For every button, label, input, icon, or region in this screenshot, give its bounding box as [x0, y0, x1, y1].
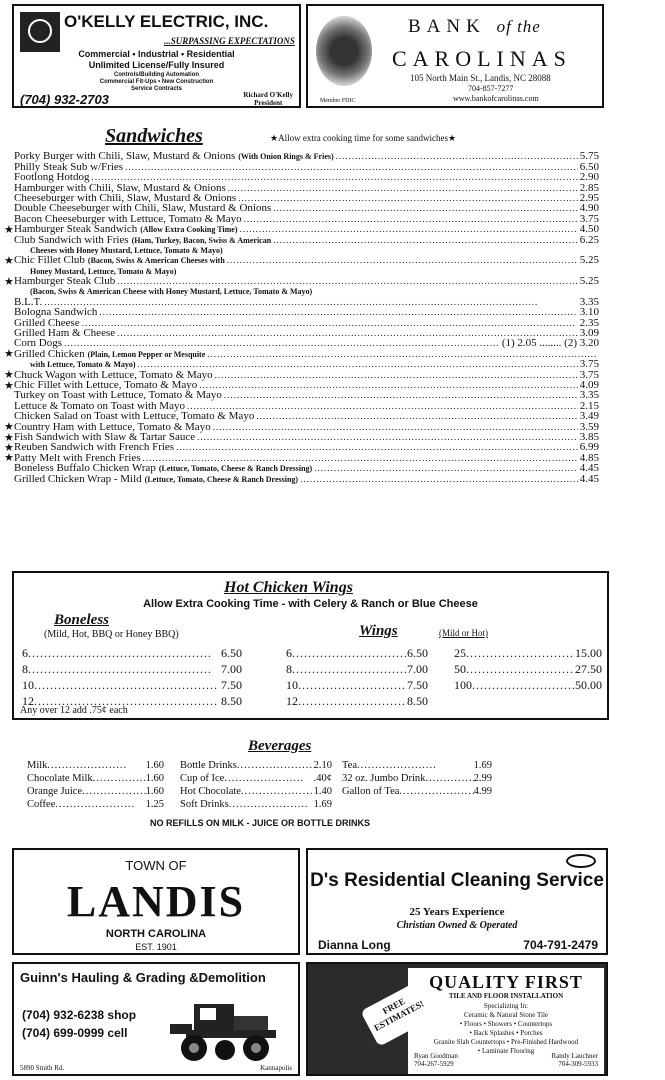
menu-item-price: 2.95 — [579, 191, 599, 204]
menu-item-desc: (Ham, Turkey, Bacon, Swiss & American — [131, 235, 272, 245]
leader-dots — [229, 798, 314, 811]
sandwiches-title: Sandwiches — [105, 125, 203, 147]
menu-item-name: Chic Fillet with Lettuce, Tomato & Mayo — [14, 378, 198, 391]
boneless-heading: Boneless — [54, 612, 110, 628]
leader-dots — [55, 798, 145, 811]
price-row-label: Bottle Drinks — [180, 760, 237, 771]
price-row-label: 10 — [22, 678, 34, 692]
price-row-value: 1.60 — [145, 760, 164, 771]
menu-item-price: 3.35 — [579, 295, 599, 308]
menu-item-name: Grilled Chicken Wrap - Mild — [14, 472, 142, 485]
menu-item-sub: with Lettuce, Tomato & Mayo) — [30, 360, 136, 370]
price-row-label: Orange Juice — [27, 786, 83, 797]
menu-item-price: (1) 2.05 ........ (2) 3.20 — [501, 337, 599, 350]
quality-subtitle: TILE AND FLOOR INSTALLATION — [448, 992, 564, 1000]
bank-carolinas-ad — [306, 4, 604, 108]
star-icon: ★ — [4, 223, 14, 236]
price-row — [180, 785, 332, 798]
star-icon: ★ — [4, 275, 14, 288]
price-row — [180, 772, 332, 785]
quality-line4: • Back Splashes • Porches — [469, 1029, 543, 1037]
leader-dots — [239, 224, 577, 235]
okelly-line3: Controls/Building Automation — [113, 72, 200, 78]
menu-item-price: 2.85 — [579, 181, 599, 194]
leader-dots — [82, 318, 578, 329]
wings-subtitle: Allow Extra Cooking Time - with Celery & Ranch or Blue Cheese — [143, 598, 478, 610]
menu-item-name: Footlong Hotdog — [14, 171, 90, 184]
price-row — [454, 677, 602, 693]
leader-dots — [224, 390, 578, 401]
star-icon: ★ — [4, 452, 14, 465]
price-row-value: 6.50 — [221, 646, 242, 660]
menu-item-desc: (Lettuce, Tomato, Cheese & Ranch Dressing) — [158, 464, 313, 474]
price-row-value: 2.99 — [473, 773, 492, 784]
leader-dots — [44, 297, 578, 308]
menu-item-name: Double Cheeseburger with Chili, Slaw, Mustard & Onions — [14, 202, 272, 215]
price-row-value: 50.00 — [575, 678, 602, 692]
quality-line5: Granite Slab Countertops • Pre-Finished Hardwood — [433, 1038, 579, 1046]
leader-dots — [227, 255, 578, 266]
menu-item-name: Hamburger Steak Sandwich — [14, 223, 138, 236]
price-row-label: Hot Chocolate — [180, 786, 241, 797]
okelly-services: Commercial • Industrial • Residential — [78, 49, 235, 59]
menu-item-sub: (Bacon, Swiss & American Cheese with Honey Mustard, Lettuce, Tomato & Mayo) — [30, 287, 313, 297]
menu-item-name: Porky Burger with Chili, Slaw, Mustard & Onions — [14, 150, 236, 163]
menu-item-name: Boneless Buffalo Chicken Wrap — [14, 462, 156, 475]
price-row-value: 7.00 — [407, 662, 428, 676]
quality-line2: Ceramic & Natural Stone Tile — [464, 1011, 548, 1019]
leader-dots — [241, 785, 314, 798]
price-row-label: Gallon of Tea — [342, 786, 400, 797]
leader-dots — [117, 276, 578, 287]
ds-cleaning-ad — [306, 848, 608, 955]
ds-title: D's Residential Cleaning Service — [310, 870, 604, 891]
price-row-label: 12 — [22, 694, 34, 708]
price-row-value: 15.00 — [575, 646, 602, 660]
quality-contact-1-name: Ryan Goodman — [414, 1052, 458, 1060]
town-landis-ad — [12, 848, 300, 955]
quality-first-ad — [306, 962, 608, 1076]
leader-dots — [466, 645, 575, 661]
menu-item — [14, 474, 599, 484]
bank-url: www.bankofcarolinas.com — [453, 94, 539, 103]
price-row — [22, 661, 242, 677]
beverages-note: NO REFILLS ON MILK - JUICE OR BOTTLE DRINKS — [150, 818, 370, 828]
price-row — [22, 677, 242, 693]
menu-item-price: 3.75 — [579, 212, 599, 225]
ds-experience: 25 Years Experience — [409, 906, 505, 918]
menu-item-price: 3.85 — [579, 430, 599, 443]
okelly-owner — [243, 91, 293, 107]
menu-item-desc: (With Onion Rings & Fries) — [238, 152, 334, 162]
menu-item-price: 4.90 — [579, 202, 599, 215]
price-row-value: 4.99 — [473, 786, 492, 797]
price-row-value: 7.50 — [407, 678, 428, 692]
okelly-owner-title: President — [254, 99, 283, 107]
price-row-value: 8.50 — [221, 694, 242, 708]
menu-item-name: Turkey on Toast with Lettuce, Tomato & Mayo — [14, 389, 222, 402]
landis-name: LANDIS — [66, 877, 246, 926]
price-row-label: Chocolate Milk — [27, 773, 93, 784]
menu-item-name: Chicken Salad on Toast with Lettuce, Tomato & Mayo — [14, 410, 255, 423]
menu-item-price: 5.25 — [579, 275, 599, 288]
leader-dots — [64, 338, 500, 349]
price-row — [22, 645, 242, 661]
price-row-value: .40¢ — [313, 773, 332, 784]
ds-owned: Christian Owned & Operated — [396, 920, 518, 931]
menu-item-name: Lettuce & Tomato on Toast with Mayo — [14, 399, 185, 412]
menu-item-name: Grilled Ham & Cheese — [14, 327, 116, 340]
guinn-address: 5890 Smith Rd. — [20, 1064, 65, 1072]
bank-name-bottom: CAROLINAS — [392, 46, 572, 71]
quality-panel — [408, 968, 604, 1074]
leader-dots — [300, 474, 578, 485]
leader-dots — [292, 645, 407, 661]
wings-footnote: Any over 12 add .75¢ each — [20, 705, 128, 716]
menu-item-price: 3.75 — [579, 358, 599, 371]
price-row — [27, 759, 164, 772]
price-row — [286, 677, 428, 693]
price-row — [180, 759, 332, 772]
quality-line1: Specializing In: — [483, 1002, 529, 1010]
guinn-phone-shop: (704) 932-6238 shop — [22, 1008, 137, 1022]
leader-dots — [237, 759, 314, 772]
leader-dots — [314, 463, 578, 474]
menu-item-name: Reuben Sandwich with French Fries — [14, 441, 175, 454]
wings-note: (Mild or Hot) — [439, 628, 488, 638]
price-row-value: 1.69 — [313, 799, 332, 810]
price-row-label: Milk — [27, 760, 48, 771]
price-row-label: 10 — [286, 678, 298, 692]
leader-dots — [213, 422, 578, 433]
menu-item-name: Club Sandwich with Fries — [14, 233, 129, 246]
price-row-label: 25 — [454, 646, 466, 660]
leader-dots — [425, 772, 473, 785]
leader-dots — [28, 645, 221, 661]
okelly-phone: (704) 932-2703 — [20, 92, 109, 107]
quality-contact-2 — [552, 1052, 598, 1068]
landis-state: NORTH CAROLINA — [105, 928, 207, 940]
menu-item-price: 5.25 — [579, 254, 599, 267]
price-row — [454, 661, 602, 677]
menu-item-price: 6.25 — [579, 233, 599, 246]
leader-dots — [125, 162, 578, 173]
okelly-line4: Commercial Fit-Ups • New Construction — [99, 79, 214, 85]
star-icon: ★ — [4, 254, 14, 267]
menu-item-desc: (Lettuce, Tomato, Cheese & Ranch Dressing) — [144, 474, 299, 484]
menu-item-name: Patty Melt with French Fries — [14, 451, 141, 464]
okelly-owner-name: Richard O'Kelly — [243, 91, 293, 99]
star-icon: ★ — [4, 348, 14, 361]
menu-item-desc: (Plain, Lemon Pepper or Mesquite — [87, 349, 206, 359]
leader-dots — [199, 380, 577, 391]
price-row-label: Soft Drinks — [180, 799, 229, 810]
leader-dots — [256, 411, 577, 422]
price-row-label: 8 — [286, 662, 292, 676]
sandwiches-note: ★Allow extra cooking time for some sandwiches★ — [270, 133, 457, 143]
leader-dots — [143, 453, 578, 464]
price-row — [180, 798, 332, 811]
price-row-label: 6 — [286, 646, 292, 660]
menu-item-desc: (Bacon, Swiss & American Cheeses with — [87, 256, 225, 266]
menu-item-sub: Honey Mustard, Lettuce, Tomato & Mayo) — [30, 266, 177, 276]
price-row — [342, 759, 492, 772]
menu-item-name: Bacon Cheeseburger with Lettuce, Tomato & Mayo — [14, 212, 242, 225]
price-row — [342, 772, 492, 785]
menu-item-price: 3.49 — [579, 410, 599, 423]
ds-contact: Dianna Long — [318, 938, 391, 952]
leader-dots — [244, 214, 578, 225]
menu-item-price: 4.50 — [579, 223, 599, 236]
leader-dots — [399, 785, 473, 798]
price-row-value: 6.50 — [407, 646, 428, 660]
menu-item-name: Grilled Chicken — [14, 347, 85, 360]
menu-item-price: 3.75 — [579, 368, 599, 381]
menu-item-price: 4.85 — [579, 451, 599, 464]
price-row-value: 8.50 — [407, 694, 428, 708]
bank-word-of: of the — [496, 17, 541, 36]
star-icon: ★ — [4, 421, 14, 434]
menu-item-desc: (Allow Extra Cooking Time) — [140, 225, 238, 235]
menu-item-price: 3.09 — [579, 327, 599, 340]
star-icon: ★ — [4, 431, 14, 444]
boneless-list — [22, 645, 242, 709]
menu-item-name: Hamburger Steak Club — [14, 275, 116, 288]
price-row — [454, 645, 602, 661]
price-row — [286, 645, 428, 661]
price-row-label: 6 — [22, 646, 28, 660]
guinn-phone-cell: (704) 699-0999 cell — [22, 1026, 128, 1040]
leader-dots — [238, 193, 578, 204]
star-icon: ★ — [4, 379, 14, 392]
wings-heading: Wings — [359, 623, 398, 639]
menu-item-name: Hamburger with Chili, Slaw, Mustard & Onions — [14, 181, 226, 194]
leader-dots — [47, 759, 145, 772]
menu-item-price: 2.35 — [579, 316, 599, 329]
leader-dots — [93, 772, 146, 785]
leader-dots — [207, 349, 597, 360]
price-row — [286, 661, 428, 677]
price-row — [286, 693, 428, 709]
leader-dots — [176, 442, 578, 453]
okelly-electric-ad — [12, 4, 301, 108]
guinn-hauling-ad — [12, 962, 300, 1076]
price-row-label: Cup of Ice — [180, 773, 225, 784]
menu-item-price: 3.59 — [579, 420, 599, 433]
quality-contact-1 — [414, 1052, 458, 1068]
menu-item-name: Philly Steak Sub w/Fries — [14, 160, 124, 173]
bulldozer-icon — [164, 994, 284, 1064]
fish-icon — [566, 854, 596, 868]
guinn-city: Kannapolis — [260, 1064, 292, 1072]
price-row-value: 7.00 — [221, 662, 242, 676]
menu-item-price: 4.45 — [579, 472, 599, 485]
menu-item-price: 3.35 — [579, 389, 599, 402]
leader-dots — [82, 785, 146, 798]
price-row-value: 1.25 — [145, 799, 164, 810]
price-row-value: 7.50 — [221, 678, 242, 692]
bank-member: Member FDIC — [320, 98, 356, 104]
menu-item-name: Chuck Wagon with Lettuce, Tomato & Mayo — [14, 368, 213, 381]
okelly-line5: Service Contracts — [130, 86, 183, 92]
menu-item-price: 4.09 — [579, 378, 599, 391]
guinn-title: Guinn's Hauling & Grading &Demolition — [20, 970, 266, 985]
leader-dots — [336, 151, 578, 162]
menu-item-price: 6.50 — [579, 160, 599, 173]
okelly-license: Unlimited License/Fully Insured — [88, 60, 225, 70]
okelly-slogan: ...SURPASSING EXPECTATIONS — [164, 36, 295, 46]
beverages-title: Beverages — [248, 738, 312, 754]
price-row-value: 1.60 — [145, 773, 164, 784]
price-row-value: 1.40 — [313, 786, 332, 797]
price-row-value: 1.69 — [473, 760, 492, 771]
menu-item-price: 5.75 — [579, 150, 599, 163]
sandwiches-list — [4, 150, 599, 485]
price-row-label: 100 — [454, 678, 472, 692]
menu-item-price: 2.15 — [579, 399, 599, 412]
menu-item-name: Country Ham with Lettuce, Tomato & Mayo — [14, 420, 211, 433]
quality-services — [408, 1002, 604, 1056]
price-row — [342, 785, 492, 798]
beverages-col-1 — [27, 759, 164, 811]
price-row-label: Coffee — [27, 799, 56, 810]
wings-list-a — [286, 645, 428, 709]
wings-title: Hot Chicken Wings — [224, 579, 353, 596]
star-icon: ★ — [4, 441, 14, 454]
price-row-label: 12 — [286, 694, 298, 708]
leader-dots — [28, 661, 221, 677]
leader-dots — [215, 370, 578, 381]
beverages-col-2 — [180, 759, 332, 811]
menu-item-name: Fish Sandwich with Slaw & Tartar Sauce — [14, 430, 196, 443]
leader-dots — [292, 661, 407, 677]
boneless-note: (Mild, Hot, BBQ or Honey BBQ) — [44, 629, 179, 640]
beverages-col-3 — [342, 759, 492, 798]
quality-line6: • Laminate Flooring — [477, 1047, 535, 1055]
wings-box — [12, 571, 609, 720]
price-row — [27, 785, 164, 798]
leader-dots — [228, 183, 578, 194]
menu-item-name: B.L.T. — [14, 295, 43, 308]
menu-item-price: 3.10 — [579, 306, 599, 319]
leader-dots — [273, 203, 577, 214]
leader-dots — [298, 693, 407, 709]
bank-address: 105 North Main St., Landis, NC 28088 — [410, 73, 551, 83]
menu-item-sub: Cheeses with Honey Mustard, Lettuce, Tomato & Mayo) — [30, 245, 223, 255]
menu-item-name: Chic Fillet Club — [14, 254, 85, 267]
quality-contact-2-phone: 704-309-5933 — [558, 1060, 598, 1068]
landis-town-of: TOWN OF — [125, 858, 187, 873]
leader-dots — [273, 235, 578, 246]
leader-dots — [34, 677, 221, 693]
landis-est: EST. 1901 — [135, 942, 177, 952]
quality-contact-2-name: Randy Lauchner — [551, 1052, 598, 1060]
leader-dots — [466, 661, 575, 677]
bank-phone: 704-857-7277 — [468, 84, 514, 93]
price-row-label: Tea — [342, 760, 358, 771]
leader-dots — [472, 677, 575, 693]
menu-item-name: Cheeseburger with Chili, Slaw, Mustard & Onions — [14, 191, 237, 204]
wings-list-b — [454, 645, 602, 693]
price-row-label: 50 — [454, 662, 466, 676]
leader-dots — [224, 772, 313, 785]
ds-phone: 704-791-2479 — [523, 938, 598, 952]
price-row-label: 32 oz. Jumbo Drink — [342, 773, 426, 784]
price-row — [27, 798, 164, 811]
free-estimates-badge: FREE ESTIMATES! — [360, 981, 435, 1046]
price-row-value: 2.10 — [313, 760, 332, 771]
menu-item-price: 2.90 — [579, 171, 599, 184]
quality-title: QUALITY FIRST — [429, 972, 583, 992]
bank-word-bank: BANK — [408, 16, 486, 37]
leader-dots — [99, 307, 577, 318]
star-icon: ★ — [4, 369, 14, 382]
menu-item-name: Grilled Cheese — [14, 316, 80, 329]
menu-item-price: 4.45 — [579, 462, 599, 475]
quality-contact-1-phone: 704-267-5929 — [414, 1060, 454, 1068]
price-row-label: 8 — [22, 662, 28, 676]
price-row — [27, 772, 164, 785]
quality-line3: • Floors • Showers • Countertops — [459, 1020, 553, 1028]
leader-dots — [298, 677, 407, 693]
okelly-title: O'KELLY ELECTRIC, INC. — [64, 12, 269, 31]
price-row-value: 1.60 — [145, 786, 164, 797]
menu-item-price: 6.99 — [579, 441, 599, 454]
price-row-value: 27.50 — [575, 662, 602, 676]
bank-name-top — [408, 16, 541, 38]
leader-dots — [197, 432, 578, 443]
leader-dots — [357, 759, 474, 772]
menu-item-name: Corn Dogs — [14, 337, 62, 350]
bank-emblem-icon — [316, 16, 372, 86]
okelly-logo-icon — [20, 12, 60, 52]
menu-item-name: Bologna Sandwich — [14, 306, 98, 319]
